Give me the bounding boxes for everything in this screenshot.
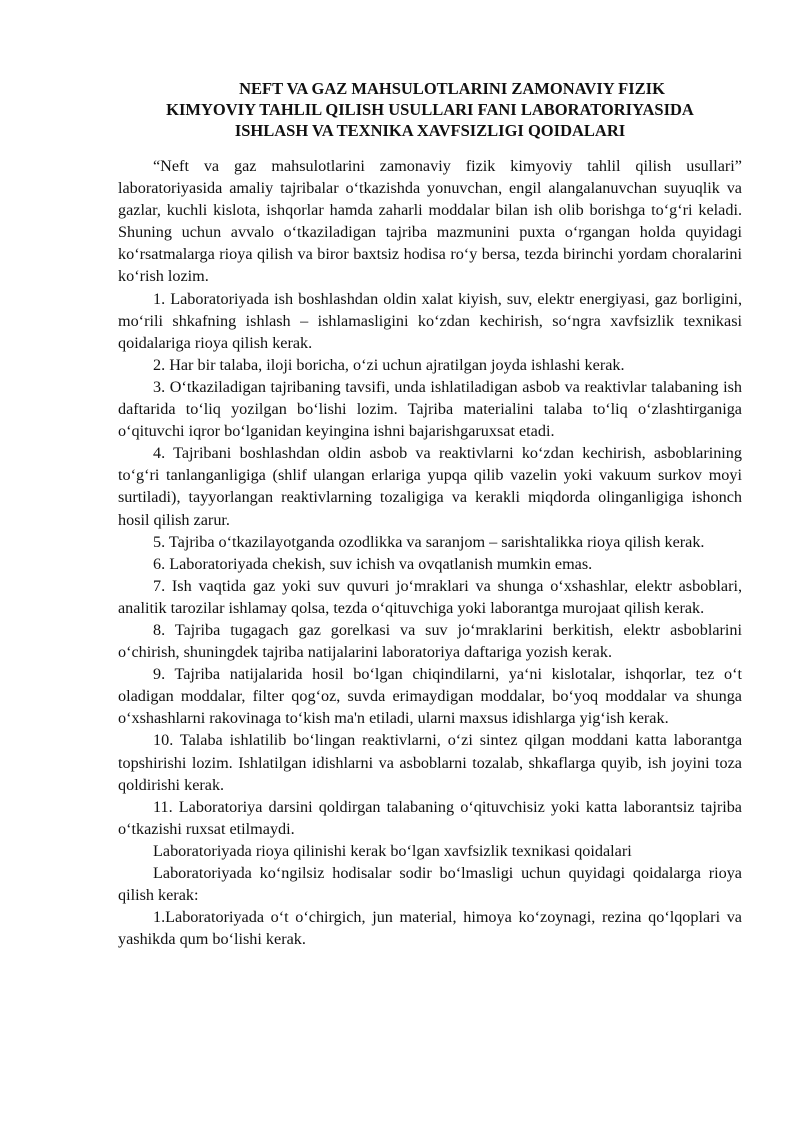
intro-paragraph: “Neft va gaz mahsulotlarini zamonaviy fizik kimyoviy tahlil qilish usullari” laboratoriyasida amaliy tajribalar o‘tkazishda yonuvchan, engil alangalanuvchan suyuqlik va gazlar, kuchli kislota, ishqorlar hamda zaharli moddalar bilan ish olib borishga to‘g‘ri keladi. Shuning uchun avvalo o‘tkaziladigan tajriba mazmunini puxta o‘rgangan holda quyidagi ko‘rsatmalarga rioya qilish va biror baxtsiz hodisa ro‘y bersa, tezda birinchi yordam choralarini ko‘rish lozim.	[118, 157, 742, 286]
rule-item: 7. Ish vaqtida gaz yoki suv quvuri jo‘mraklari va shunga o‘xshashlar, elektr asboblari, analitik tarozilar ishlamay qolsa, tezda o‘qituvchiga yoki laborantga murojaat qilish kerak.	[118, 576, 742, 617]
rule-item: 11. Laboratoriya darsini qoldirgan talabaning o‘qituvchisiz yoki katta laborantsiz tajriba o‘tkazishi ruxsat etilmaydi.	[118, 797, 742, 838]
section-intro: Laboratoriyada ko‘ngilsiz hodisalar sodir bo‘lmasligi uchun quyidagi qoidalarga rioya qilish kerak:	[118, 864, 742, 905]
title-line: ISHLASH VA TEXNIKA XAVFSIZLIGI QOIDALARI	[234, 121, 626, 140]
rule-item: 4. Tajribani boshlashdan oldin asbob va reaktivlarni ko‘zdan kechirish, asboblarining to‘g‘ri tanlanganligiga (shlif ulangan erlariga yupqa qilib vazelin yoki vakuum surkov moyi surtiladi), tayyorlangan reaktivlarning tozaligiga va kerakli miqdorda olinganligiga ishonch hosil qilish zarur.	[118, 444, 742, 529]
section-subheading: Laboratoriyada rioya qilinishi kerak bo‘lgan xavfsizlik texnikasi qoidalari	[153, 841, 632, 860]
title-line: NEFT VA GAZ MAHSULOTLARINI ZAMONAVIY FIZIK	[239, 79, 665, 98]
safety-rule-item: 1.Laboratoriyada o‘t o‘chirgich, jun material, himoya ko‘zoynagi, rezina qo‘lqoplari va yashikda qum bo‘lishi kerak.	[118, 908, 742, 949]
rule-item: 2. Har bir talaba, iloji boricha, o‘zi uchun ajratilgan joyda ishlashi kerak.	[153, 355, 625, 374]
document-page	[118, 78, 742, 950]
rule-item: 8. Tajriba tugagach gaz gorelkasi va suv jo‘mraklarini berkitish, elektr asboblarini o‘chirish, shuningdek tajriba natijalarini laboratoriya daftariga yozish kerak.	[118, 620, 742, 662]
title-line: KIMYOVIY TAHLIL QILISH USULLARI FANI LABORATORIYASIDA	[166, 100, 694, 119]
rule-item: 5. Tajriba o‘tkazilayotganda ozodlikka va saranjom – sarishtalikka rioya qilish kerak.	[153, 532, 705, 551]
document-title	[118, 78, 742, 141]
rule-item: 1. Laboratoriyada ish boshlashdan oldin xalat kiyish, suv, elektr energiyasi, gaz borligini, mo‘rili shkafning ishlash – ishlamasligini ko‘zdan kechirish, so‘ngra xavfsizlik texnikasi qoidalariga rioya qilish kerak.	[118, 289, 742, 352]
rule-item: 9. Tajriba natijalarida hosil bo‘lgan chiqindilarni, ya‘ni kislotalar, ishqorlar, tez o‘t oladigan moddalar, filter qog‘oz, suvda erimaydigan moddalar, bo‘yoq moddalar va shunga o‘xshashlarni rakovinaga to‘kish ma'n etiladi, ularni maxsus idishlarga yig‘ish kerak.	[118, 665, 742, 728]
rule-item: 10. Talaba ishlatilib bo‘lingan reaktivlarni, o‘zi sintez qilgan moddani katta laborantga topshirishi lozim. Ishlatilgan idishlarni va asboblarni tozalab, shkaflarga quyib, ish joyini toza qoldirishi kerak.	[118, 731, 742, 794]
rule-item: 3. O‘tkaziladigan tajribaning tavsifi, unda ishlatiladigan asbob va reaktivlar talabaning ish daftarida to‘liq yozilgan bo‘lishi lozim. Tajriba materialini talaba to‘liq o‘zlashtirganiga o‘qituvchi iqror bo‘lganidan keyingina ishni bajarishgaruxsat etadi.	[118, 377, 742, 441]
rule-item: 6. Laboratoriyada chekish, suv ichish va ovqatlanish mumkin emas.	[153, 554, 593, 573]
